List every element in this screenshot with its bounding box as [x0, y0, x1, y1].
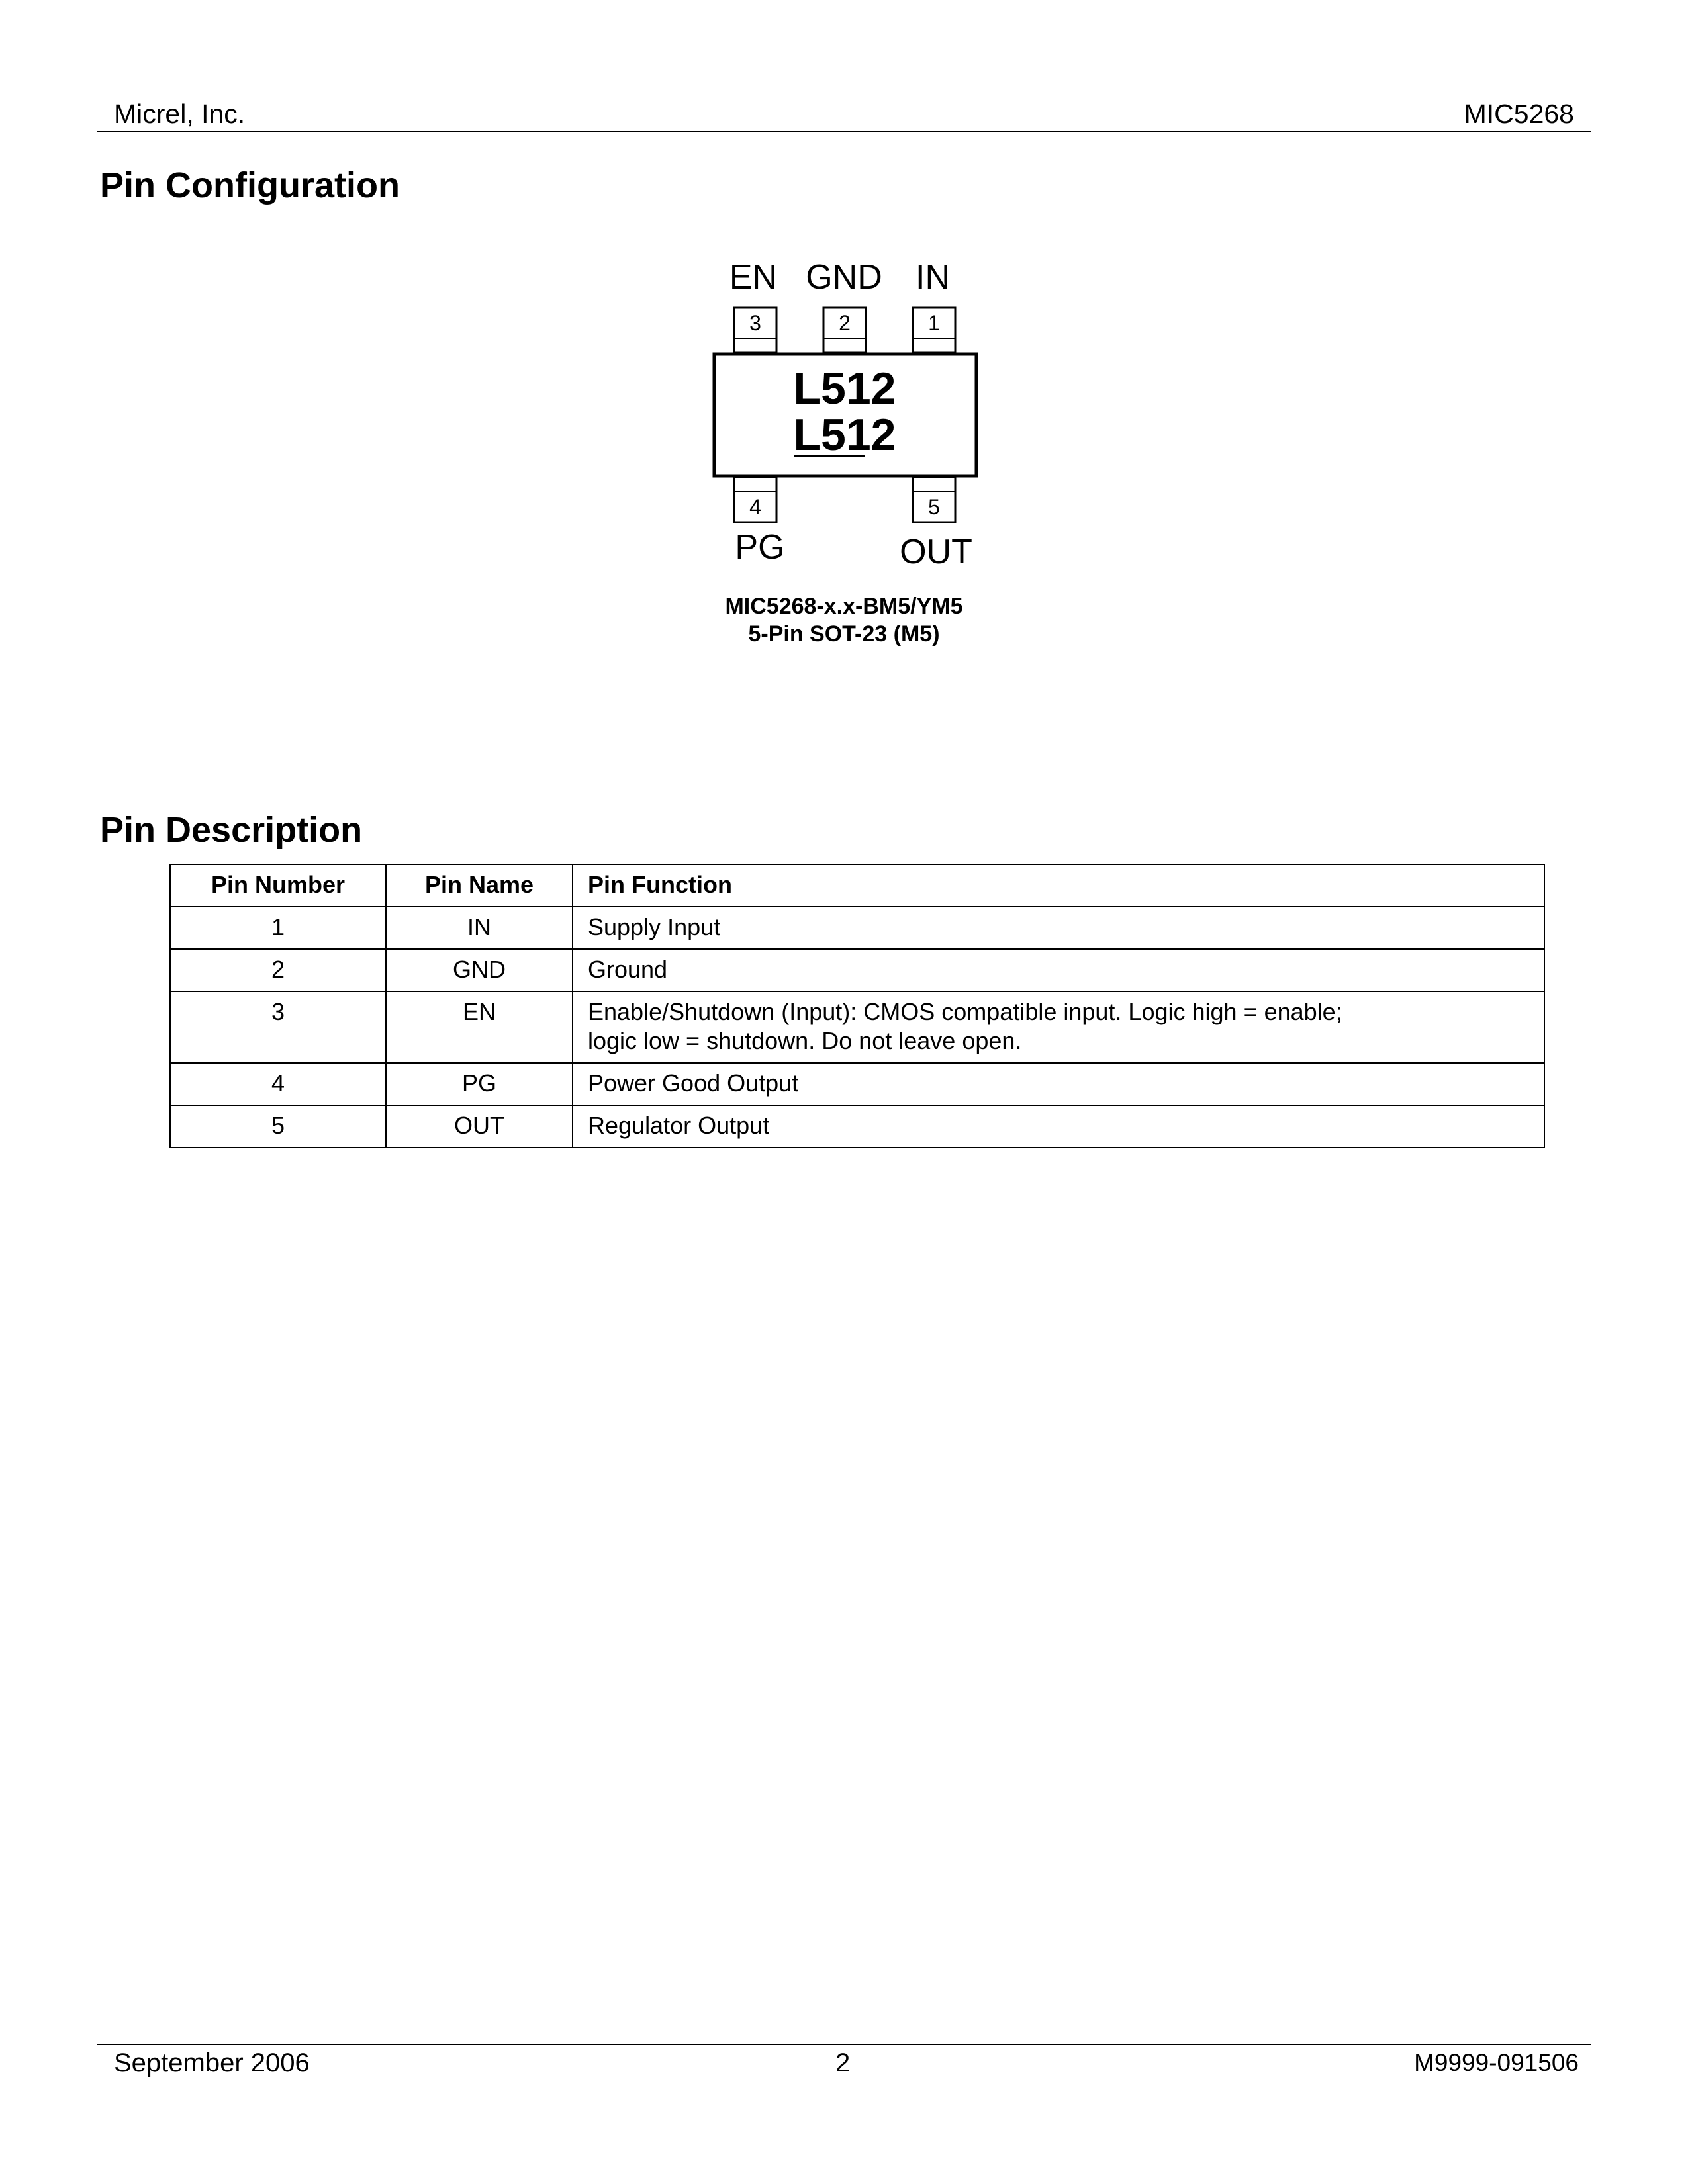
marking-line-1: L512	[793, 363, 896, 414]
cell-pin-name: OUT	[386, 1105, 573, 1148]
pin-label-en: EN	[729, 258, 778, 296]
table-row	[170, 949, 1544, 991]
cell-pin-function	[573, 991, 1544, 1063]
footer-page-number: 2	[835, 2048, 851, 2077]
pin-5	[913, 477, 955, 522]
column-header-pin-name: Pin Name	[386, 864, 573, 907]
pin-1	[913, 308, 955, 353]
section-title-pin-description: Pin Description	[100, 810, 363, 850]
cell-pin-function: Supply Input	[573, 907, 1544, 949]
table-row	[170, 991, 1544, 1063]
cell-pin-function-line-2: logic low = shutdown. Do not leave open.	[588, 1027, 1022, 1054]
cell-pin-number: 4	[170, 1063, 386, 1105]
header-part-number: MIC5268	[1464, 99, 1574, 129]
pin-4	[734, 477, 776, 522]
marking-line-2: L512	[793, 410, 896, 460]
cell-pin-number: 1	[170, 907, 386, 949]
table-row	[170, 1105, 1544, 1148]
pin-number-5: 5	[928, 495, 940, 519]
pin-2	[823, 308, 866, 353]
cell-pin-name: PG	[386, 1063, 573, 1105]
pin-label-pg: PG	[735, 528, 785, 567]
cell-pin-name: IN	[386, 907, 573, 949]
pin-number-4: 4	[749, 495, 761, 519]
cell-pin-number: 5	[170, 1105, 386, 1148]
section-title-pin-configuration: Pin Configuration	[100, 165, 400, 205]
pin-3	[734, 308, 776, 353]
cell-pin-function: Power Good Output	[573, 1063, 1544, 1105]
pin-configuration-diagram	[0, 0, 1688, 662]
pin-label-gnd: GND	[806, 258, 882, 296]
column-header-pin-number: Pin Number	[170, 864, 386, 907]
diagram-caption-part: MIC5268-x.x-BM5/YM5	[725, 594, 963, 619]
cell-pin-name: EN	[386, 991, 573, 1063]
cell-pin-name: GND	[386, 949, 573, 991]
cell-pin-function: Ground	[573, 949, 1544, 991]
pin-number-3: 3	[749, 311, 761, 335]
column-header-pin-function: Pin Function	[573, 864, 1544, 907]
table-header-row	[170, 864, 1544, 907]
pin-label-out: OUT	[900, 533, 972, 571]
pin-number-1: 1	[928, 311, 940, 335]
pin-number-2: 2	[839, 311, 851, 335]
footer-rule	[97, 2044, 1591, 2045]
cell-pin-number: 3	[170, 991, 386, 1063]
footer-date: September 2006	[114, 2048, 310, 2077]
cell-pin-function: Regulator Output	[573, 1105, 1544, 1148]
table-row	[170, 907, 1544, 949]
table-row	[170, 1063, 1544, 1105]
header-company: Micrel, Inc.	[114, 99, 246, 129]
cell-pin-function-line-1: Enable/Shutdown (Input): CMOS compatible input. Logic high = enable;	[588, 998, 1342, 1025]
pin-label-in: IN	[915, 258, 950, 296]
diagram-caption-package: 5-Pin SOT-23 (M5)	[748, 621, 940, 647]
pin-description-table	[169, 864, 1545, 1148]
cell-pin-number: 2	[170, 949, 386, 991]
footer-document-number: M9999-091506	[1414, 2049, 1579, 2076]
